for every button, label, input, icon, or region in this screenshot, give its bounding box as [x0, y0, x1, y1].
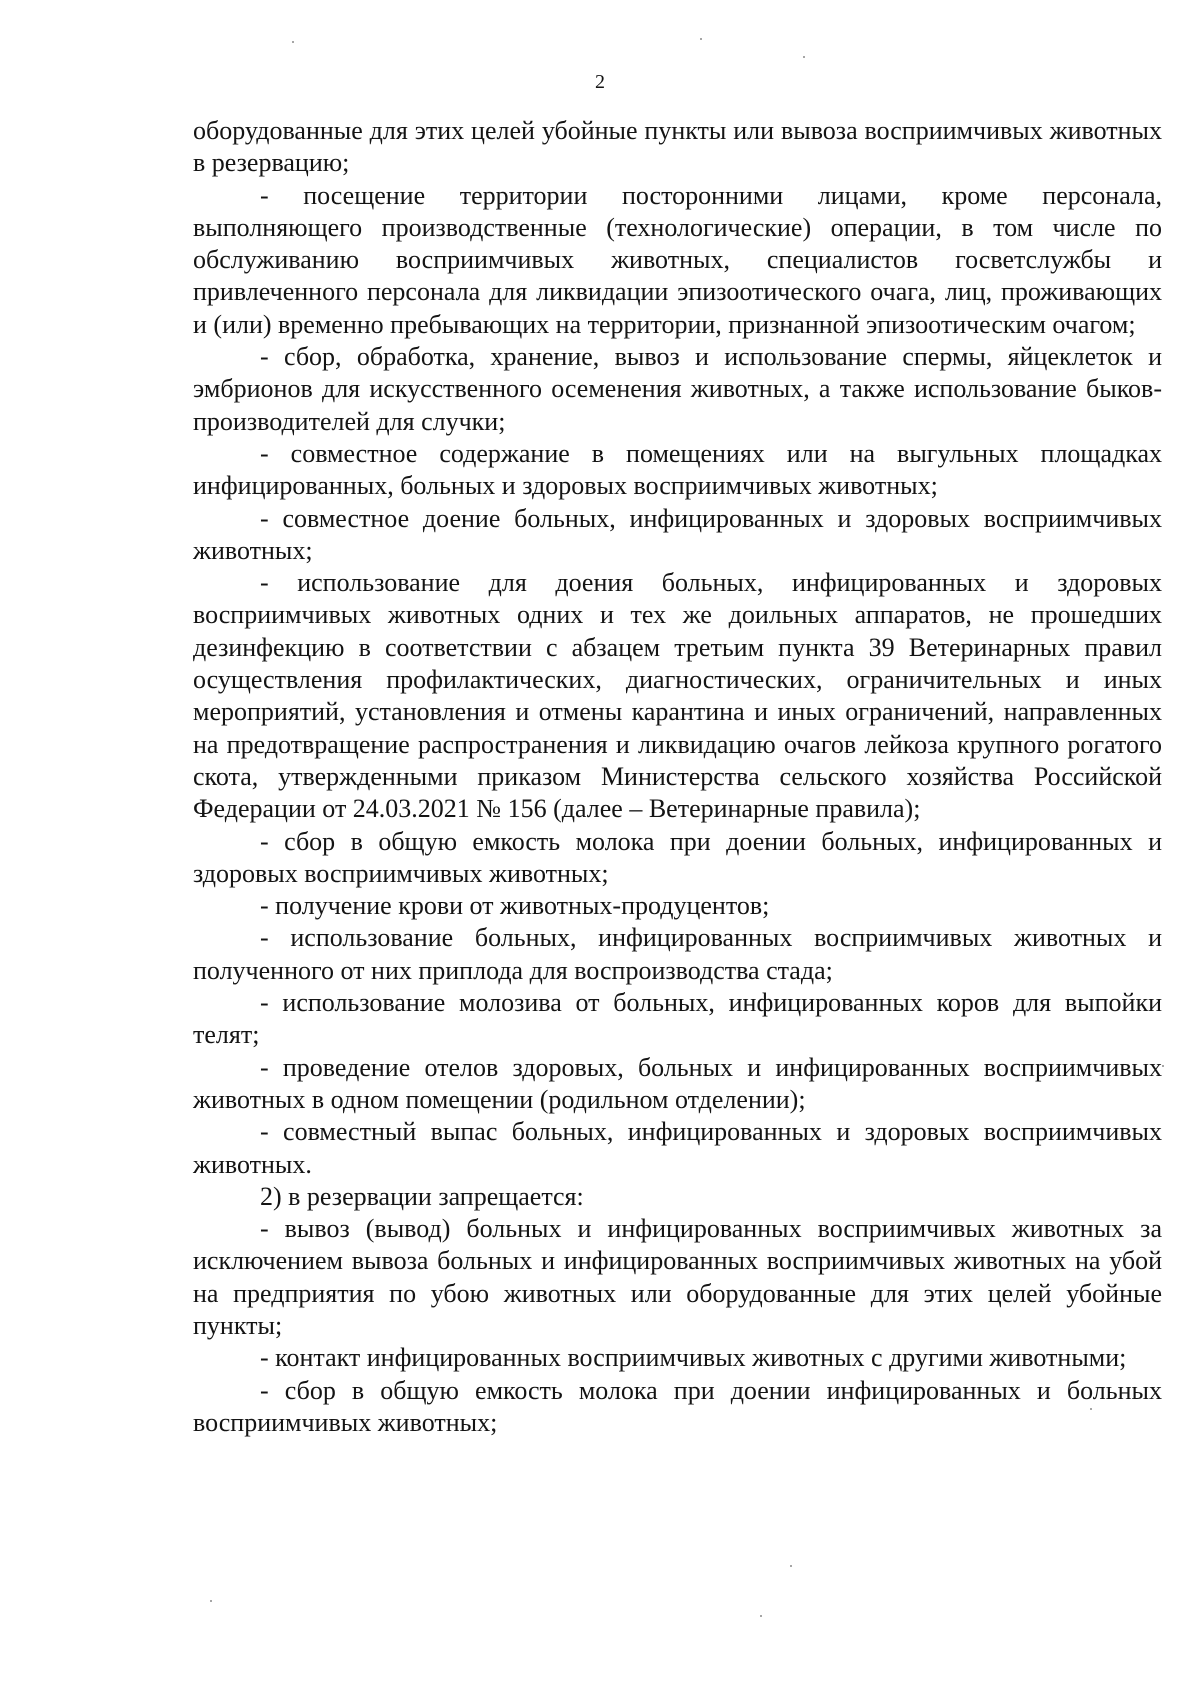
document-body	[193, 115, 1162, 1439]
paragraph-list-item: - совместное содержание в помещениях или на выгульных площадках инфицированных, больных и здоровых восприимчивых животных;	[193, 438, 1162, 501]
paragraph-list-item: - использование для доения больных, инфицированных и здоровых восприимчивых животных одних и тех же доильных аппаратов, не прошедших дезинфекцию в соответствии с абзацем третьим пункта 39 Ветеринарных правил осуществления профилактических, диагностических, ограничительных и иных мероприятий, установления и отмены карантина и иных ограничений, направленных на предотвращение распространения и ликвидацию очагов лейкоза крупного рогатого скота, утвержденными приказом Министерства сельского хозяйства Российской Федерации от 24.03.2021 № 156 (далее – Ветеринарные правила);	[193, 568, 1162, 824]
paragraph-list-item: - использование больных, инфицированных восприимчивых животных и полученного от них приплода для воспроизводства стада;	[193, 923, 1162, 985]
paragraph-list-item: - получение крови от животных-продуцентов;	[260, 891, 770, 921]
scan-speck	[292, 41, 294, 43]
paragraph-list-item: - совместное доение больных, инфицированных и здоровых восприимчивых животных;	[193, 503, 1162, 565]
paragraph-section-heading: 2) в резервации запрещается:	[260, 1181, 584, 1211]
paragraph-list-item: - использование молозива от больных, инфицированных коров для выпойки телят;	[193, 988, 1162, 1050]
paragraph-list-item: - сбор в общую емкость молока при доении больных, инфицированных и здоровых восприимчивых животных;	[193, 826, 1162, 888]
scan-speck	[700, 38, 702, 40]
scan-speck	[790, 1565, 792, 1567]
scan-speck	[760, 1615, 762, 1617]
paragraph-continued: оборудованные для этих целей убойные пункты или вывоза восприимчивых животных в резервацию;	[193, 116, 1162, 178]
paragraph-list-item: - проведение отелов здоровых, больных и инфицированных восприимчивых животных в одном помещении (родильном отделении);	[193, 1052, 1162, 1114]
paragraph-list-item: - сбор в общую емкость молока при доении инфицированных и больных восприимчивых животных;	[193, 1375, 1162, 1437]
paragraph-list-item: - контакт инфицированных восприимчивых животных с другими животными;	[260, 1343, 1127, 1373]
scan-speck	[1162, 1065, 1164, 1067]
paragraph-list-item: - вывоз (вывод) больных и инфицированных восприимчивых животных за исключением вывоза больных и инфицированных восприимчивых животных на убой на предприятия по убою животных или оборудованные для этих целей убойные пункты;	[193, 1214, 1162, 1340]
scan-speck	[803, 56, 805, 58]
paragraph-list-item: - посещение территории посторонними лицами, кроме персонала, выполняющего производственные (технологические) операции, в том числе по обслуживанию восприимчивых животных, специалистов госветслужбы и привлеченного персонала для ликвидации эпизоотического очага, лиц, проживающих и (или) временно пребывающих на территории, признанной эпизоотическим очагом;	[193, 180, 1162, 339]
paragraph-list-item: - сбор, обработка, хранение, вывоз и использование спермы, яйцеклеток и эмбрионов для искусственного осеменения животных, а также использование быков-производителей для случки;	[193, 342, 1162, 436]
page-number: 2	[595, 71, 605, 93]
paragraph-list-item: - совместный выпас больных, инфицированных и здоровых восприимчивых животных.	[193, 1117, 1162, 1179]
scan-speck	[210, 1600, 212, 1602]
scan-speck	[1090, 1408, 1092, 1410]
